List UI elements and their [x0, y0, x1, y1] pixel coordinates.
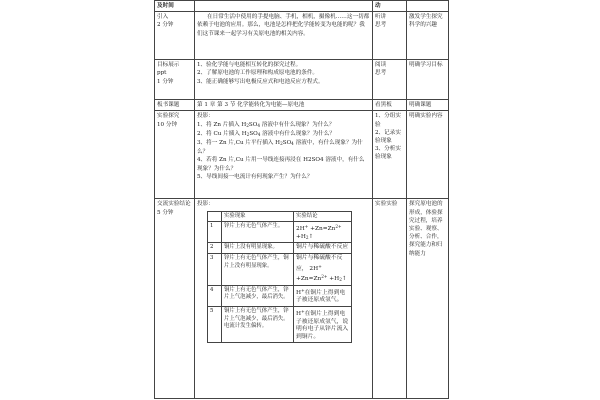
content-cell: 第 1 章 第 3 节 化学能转化为电能—原电池	[195, 100, 373, 111]
results-row	[208, 306, 352, 342]
results-phenomenon: 锌片上有无色气体产生。	[222, 222, 294, 243]
purpose-cell: 明确课题	[407, 100, 449, 111]
experiment-item: 2、将 Cu 片插入 $H_2SO_4$ 溶液中有什么现象？为什么？	[197, 130, 335, 137]
goal-item: 1、验化学能与电能相互转化的探究过程。	[197, 62, 302, 69]
projection-label: 投影：	[197, 113, 214, 120]
time-cell: 引入 2 分钟	[155, 12, 195, 60]
projection-label: 投影：	[197, 201, 214, 208]
student-cell: 看黑板	[373, 100, 407, 111]
results-row	[208, 253, 352, 285]
row-board-title	[155, 100, 449, 111]
goal-item: 2、了解原电池的工作原理和构成原电池的条件。	[197, 70, 319, 77]
results-header-phenomenon: 实验现象	[222, 211, 294, 222]
header-content	[195, 1, 373, 12]
results-num: 5	[208, 306, 222, 342]
results-header-row	[208, 211, 352, 222]
results-conclusion: H+在铜片上得到电子被还原成氢气，说明有电子从锌片流入到铜片。	[294, 306, 352, 342]
results-header-conclusion: 实验结论	[294, 211, 352, 222]
experiment-item: 5、导线间接一电流计有何现象产生？为什么？	[197, 173, 313, 180]
results-num: 1	[208, 222, 222, 243]
experiment-item: 4、若将 Zn 片,Cu 片用一导线连接再浸在 H2SO4 溶液中，有什么现象？为什么？	[197, 157, 365, 172]
experiment-list	[197, 121, 370, 181]
results-phenomenon: 锌片上有无色气体产生，铜片上没有明显现象。	[222, 253, 294, 285]
time-cell: 目标展示 ppt 1 分钟	[155, 60, 195, 100]
lesson-plan-page	[154, 0, 448, 400]
content-cell	[195, 111, 373, 199]
results-phenomenon: 铜片上有无色气体产生，锌片上气泡减少，最后消失。	[222, 285, 294, 306]
content-cell	[195, 199, 373, 399]
purpose-cell: 明确学习目标	[407, 60, 449, 100]
purpose-cell: 探究原电池的形成，体验探究过程，培养实验、观察、分析、合作，探究能力和归纳能力	[407, 199, 449, 399]
results-table	[207, 211, 352, 344]
content-cell	[195, 12, 373, 60]
purpose-cell: 激发学生探究科学的兴趣	[407, 12, 449, 60]
time-cell: 板书课题	[155, 100, 195, 111]
header-activity: 动	[373, 1, 407, 12]
header-row	[155, 1, 449, 12]
student-cell: 阅读 思考	[373, 60, 407, 100]
results-num: 3	[208, 253, 222, 285]
results-row	[208, 243, 352, 254]
purpose-cell: 明确实验内容	[407, 111, 449, 199]
content-cell	[195, 60, 373, 100]
row-goals	[155, 60, 449, 100]
intro-text: 在日常生活中使用的手提电脑、手机，相机，摄像机……这一切都依赖于电池的应用。那么，电池是怎样把化学能转变为电能的呢？我们这节课来一起学习有关原电池的相关内容。	[197, 14, 370, 37]
header-time: 及时间	[155, 1, 195, 12]
results-phenomenon: 铜片上没有明显现象。	[222, 243, 294, 254]
student-cell: 1、分组实验 2、记录实验现象 3、分析实验现象	[373, 111, 407, 199]
results-conclusion: 铜片与稀硫酸不反应， $2H^+ +Zn=Zn^{2+}$ $+H_2↑$	[294, 253, 352, 285]
results-num: 4	[208, 285, 222, 306]
header-purpose	[407, 1, 449, 12]
student-cell: 实验实验	[373, 199, 407, 399]
experiment-item: 3、将一 Zn 片,Cu 片平行插入 $H_2SO_4$ 溶液中，有什么现象？为什么？	[197, 140, 363, 156]
results-row	[208, 285, 352, 306]
results-conclusion: H+在铜片上得到电子被还原成氢气。	[294, 285, 352, 306]
time-cell: 实验探究 10 分钟	[155, 111, 195, 199]
results-conclusion: $2H^+ +Zn=Zn^{2+}$ $+H_2↑$	[294, 222, 352, 243]
results-conclusion: 铜片与稀硫酸不反应	[294, 243, 352, 254]
results-num: 2	[208, 243, 222, 254]
row-intro	[155, 12, 449, 60]
lesson-plan-table	[154, 0, 449, 399]
student-cell: 听讲 思考	[373, 12, 407, 60]
results-row	[208, 222, 352, 243]
experiment-item: 1、将 Zn 片插入 $H_2SO_4$ 溶液中有什么现象？为什么？	[197, 121, 335, 128]
results-phenomenon: 铜片上有无色气体产生，锌片上气泡减少，最后消失。电流计发生偏转。	[222, 306, 294, 342]
time-cell: 交流实验结论 5 分钟	[155, 199, 195, 399]
row-conclusion	[155, 199, 449, 399]
row-experiment	[155, 111, 449, 199]
results-body	[208, 222, 352, 343]
goal-item: 3、能正确能够写出电极反应式和电池反应方程式。	[197, 78, 324, 85]
